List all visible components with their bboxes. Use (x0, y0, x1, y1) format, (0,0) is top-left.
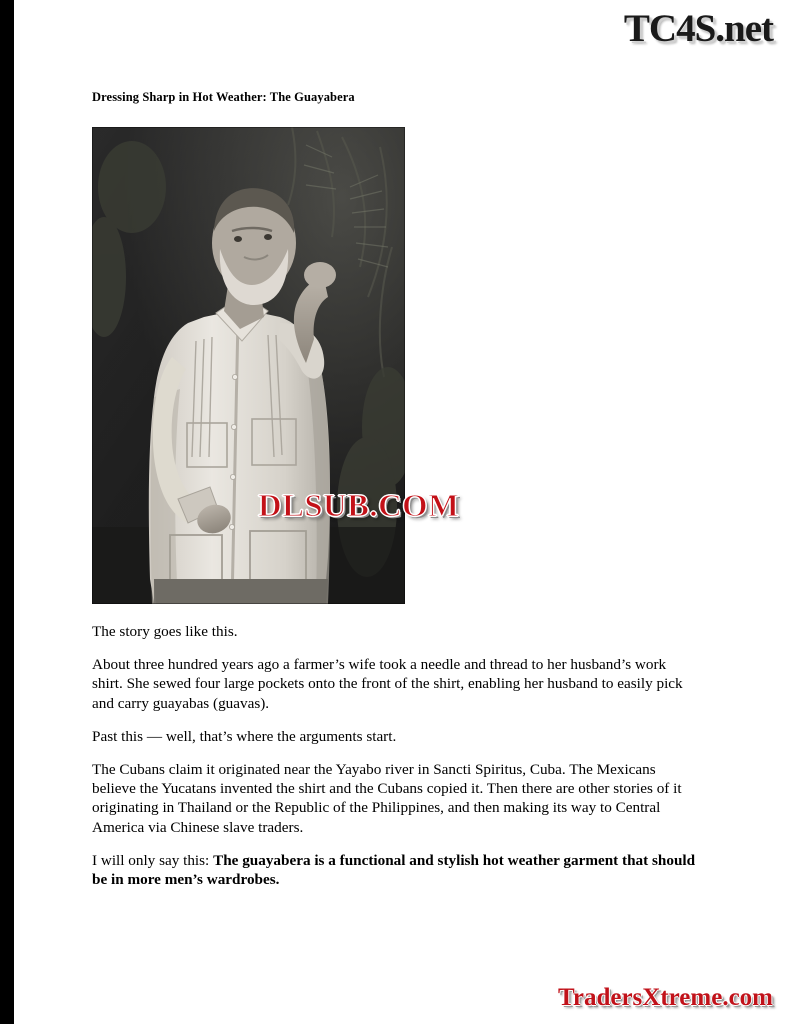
article-photo (92, 127, 405, 604)
watermark-bottom-right-text: TradersXtreme.com (558, 984, 773, 1011)
paragraph-4: The Cubans claim it originated near the Yayabo river in Sancti Spiritus, Cuba. The Mexicans believe the Yucatans invented the shirt and the Cubans copied it. Then there are other stories of it originating in Thailand or the Republic of the Philippines, and then making its way to Central America via Chinese slave traders. (92, 761, 682, 836)
paragraph-2: About three hundred years ago a farmer’s wife took a needle and thread to her husband’s work shirt. She sewed four large pockets onto the front of the shirt, enabling her husband to easily pick and carry guayabas (guavas). (92, 656, 683, 712)
watermark-image-overlay: DLSUB.COM (258, 487, 460, 523)
watermark-top-right: TC4S.net (623, 7, 773, 50)
closing-lead: I will only say this: (92, 851, 214, 869)
paragraph-3: Past this — well, that’s where the arguments start. (92, 727, 397, 745)
closing-statement: The guayabera is a functional and stylish hot weather garment that should be in more men’s wardrobes. (92, 851, 696, 889)
paragraph-1: The story goes like this. (92, 623, 238, 640)
watermark-bottom-right (558, 984, 773, 1012)
page-left-margin-bar (0, 0, 14, 1024)
paragraph-closing (92, 851, 699, 889)
page-title: Dressing Sharp in Hot Weather: The Guayabera (92, 90, 355, 104)
article-photo-image (92, 127, 405, 604)
document-page (92, 0, 704, 1024)
article-body (92, 622, 699, 903)
